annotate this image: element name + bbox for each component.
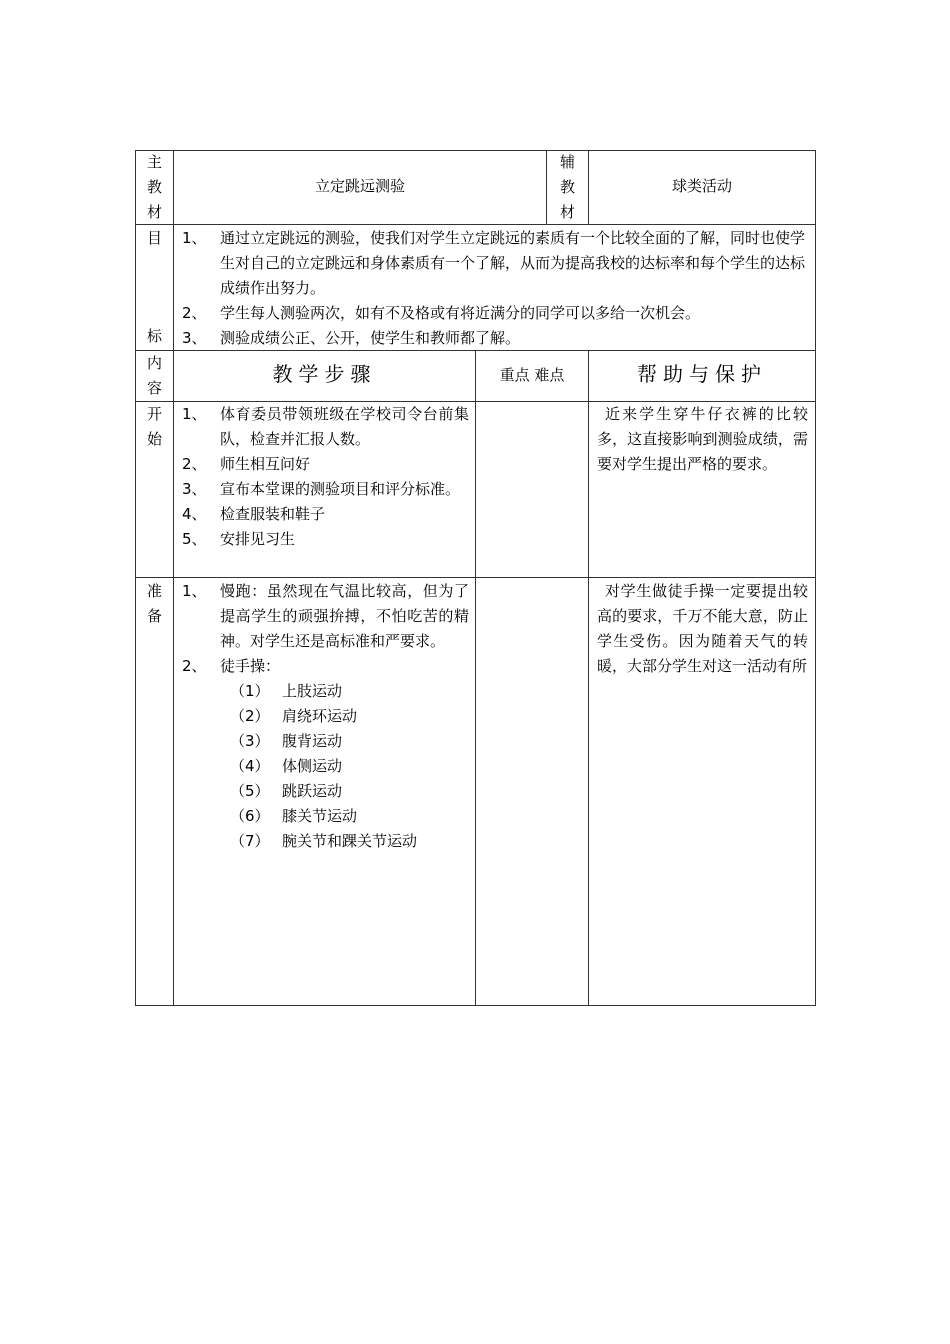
label-char: 开	[146, 405, 162, 423]
item-number: （2）	[230, 707, 270, 725]
item-number: （5）	[230, 782, 270, 800]
label-char: 备	[146, 607, 162, 625]
table-border-top	[135, 150, 816, 151]
exercise-list	[182, 679, 469, 854]
label-char: 准	[146, 582, 162, 600]
prep-steps	[182, 579, 469, 854]
label-char: 教	[559, 178, 575, 196]
item-number: （7）	[230, 832, 270, 850]
label-char: 教	[146, 178, 162, 196]
item-text: 慢跑：虽然现在气温比较高，但为了提高学生的顽强拚搏，不怕吃苦的精神。对学生还是高标准和严要求。	[220, 582, 469, 650]
exercise-item	[230, 704, 469, 729]
item-text: 师生相互问好	[220, 455, 311, 473]
item-text: 宣布本堂课的测验项目和评分标准。	[220, 480, 461, 498]
key-points-header: 重点 难点	[499, 366, 565, 384]
exercise-item	[230, 829, 469, 854]
item-number: （6）	[230, 807, 270, 825]
label-char: 辅	[559, 153, 575, 171]
goal-item	[182, 326, 810, 351]
label-char: 主	[146, 153, 162, 171]
goal-item	[182, 226, 810, 301]
item-text: 安排见习生	[220, 530, 296, 548]
item-number: 3、	[182, 480, 207, 498]
label-char: 材	[146, 203, 162, 221]
item-text: 学生每人测验两次，如有不及格或有将近满分的同学可以多给一次机会。	[220, 304, 701, 322]
step-item	[182, 502, 469, 527]
item-number: （1）	[230, 682, 270, 700]
content-label	[136, 351, 173, 401]
exercise-item	[230, 779, 469, 804]
table-border-right	[815, 150, 816, 1006]
label-char: 始	[146, 430, 162, 448]
aux-material-value: 球类活动	[671, 177, 732, 195]
exercise-item	[230, 754, 469, 779]
item-text: 腕关节和踝关节运动	[282, 832, 418, 850]
col-divider	[475, 350, 476, 1006]
table-border-left	[135, 150, 136, 1006]
goal-label-bottom: 标	[146, 327, 162, 345]
item-text: 通过立定跳远的测验，使我们对学生立定跳远的素质有一个比较全面的了解，同时也使学生对自己的立定跳远和身体素质有一个了解，从而为提高我校的达标率和每个学生的达标成绩作出努力。	[220, 229, 806, 297]
item-number: 1、	[182, 582, 207, 600]
item-number: （3）	[230, 732, 270, 750]
item-text: 上肢运动	[282, 682, 343, 700]
help-header: 帮助与保护	[637, 362, 767, 386]
step-item	[182, 402, 469, 452]
item-text: 膝关节运动	[282, 807, 358, 825]
start-label	[136, 402, 173, 452]
item-number: （4）	[230, 757, 270, 775]
item-number: 2、	[182, 304, 207, 322]
item-number: 1、	[182, 405, 207, 423]
item-number: 2、	[182, 657, 207, 675]
item-text: 跳跃运动	[282, 782, 343, 800]
item-text: 体育委员带领班级在学校司令台前集队，检查并汇报人数。	[220, 405, 469, 448]
item-number: 4、	[182, 505, 207, 523]
goal-label-top: 目	[146, 229, 162, 247]
exercise-item	[230, 679, 469, 704]
item-number: 1、	[182, 229, 207, 247]
steps-header: 教学步骤	[272, 362, 377, 386]
step-item	[182, 579, 469, 654]
item-number: 3、	[182, 329, 207, 347]
prep-help: 对学生做徒手操一定要提出较高的要求，千万不能大意，防止学生受伤。因为随着天气的转暖，大部分学生对这一活动有所	[597, 582, 808, 675]
main-material-value: 立定跳远测验	[314, 177, 405, 195]
start-help: 近来学生穿牛仔衣裤的比较多，这直接影响到测验成绩，需要对学生提出严格的要求。	[597, 405, 808, 473]
exercise-item	[230, 804, 469, 829]
item-number: 5、	[182, 530, 207, 548]
aux-material-label	[547, 150, 588, 224]
label-char: 材	[559, 203, 575, 221]
item-text: 测验成绩公正、公开，使学生和教师都了解。	[220, 329, 521, 347]
step-item	[182, 527, 469, 552]
item-number: 2、	[182, 455, 207, 473]
exercise-item	[230, 729, 469, 754]
label-char: 内	[146, 354, 162, 372]
col-divider	[588, 350, 589, 1006]
item-text: 肩绕环运动	[282, 707, 358, 725]
main-material-label	[136, 150, 173, 224]
row-divider	[135, 224, 816, 225]
step-item	[182, 654, 469, 679]
goal-item	[182, 301, 810, 326]
item-text: 体侧运动	[282, 757, 343, 775]
col-divider	[173, 150, 174, 1006]
step-item	[182, 452, 469, 477]
item-text: 检查服装和鞋子	[220, 505, 326, 523]
item-text: 腹背运动	[282, 732, 343, 750]
label-char: 容	[146, 379, 162, 397]
goal-list	[182, 226, 810, 351]
start-steps	[182, 402, 469, 552]
item-text: 徒手操：	[220, 657, 281, 675]
step-item	[182, 477, 469, 502]
prep-label	[136, 579, 173, 629]
